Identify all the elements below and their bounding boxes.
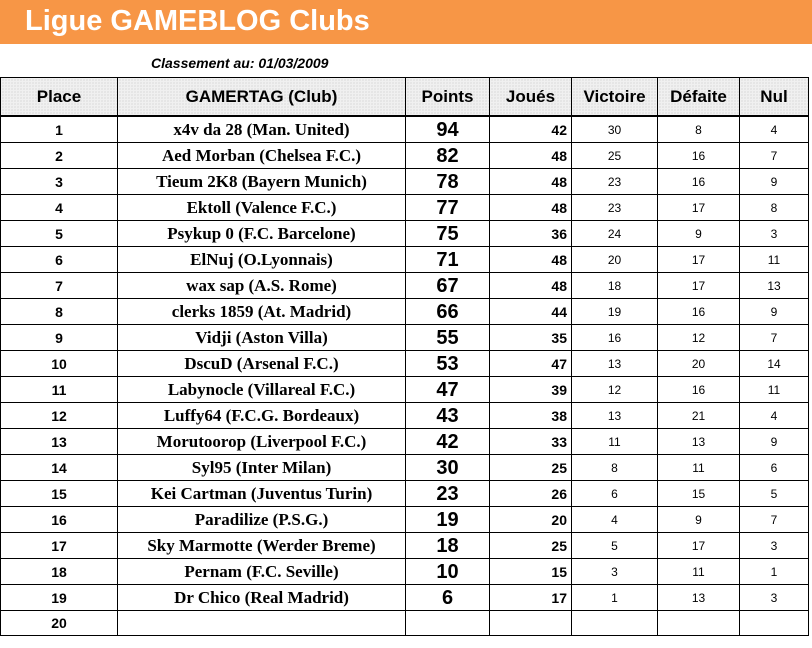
defaite-cell: 16 bbox=[658, 377, 740, 403]
joues-cell: 20 bbox=[490, 507, 572, 533]
points-cell: 19 bbox=[406, 507, 490, 533]
joues-cell: 48 bbox=[490, 169, 572, 195]
gamertag-cell: clerks 1859 (At. Madrid) bbox=[118, 299, 406, 325]
joues-cell: 48 bbox=[490, 273, 572, 299]
title-banner bbox=[0, 0, 812, 44]
nul-cell: 7 bbox=[740, 325, 809, 351]
ranking-date: Classement au: 01/03/2009 bbox=[151, 55, 329, 71]
joues-cell: 17 bbox=[490, 585, 572, 611]
defaite-cell: 16 bbox=[658, 299, 740, 325]
victoire-cell: 11 bbox=[572, 429, 658, 455]
points-cell: 6 bbox=[406, 585, 490, 611]
defaite-cell: 17 bbox=[658, 247, 740, 273]
gamertag-cell: Paradilize (P.S.G.) bbox=[118, 507, 406, 533]
place-cell: 7 bbox=[1, 273, 118, 299]
points-cell: 23 bbox=[406, 481, 490, 507]
gamertag-cell: Morutoorop (Liverpool F.C.) bbox=[118, 429, 406, 455]
joues-cell: 25 bbox=[490, 533, 572, 559]
column-header-points: Points bbox=[406, 78, 490, 117]
gamertag-cell: Tieum 2K8 (Bayern Munich) bbox=[118, 169, 406, 195]
table-row bbox=[1, 273, 809, 299]
defaite-cell: 17 bbox=[658, 195, 740, 221]
table-row bbox=[1, 585, 809, 611]
victoire-cell: 3 bbox=[572, 559, 658, 585]
victoire-cell: 16 bbox=[572, 325, 658, 351]
defaite-cell: 9 bbox=[658, 507, 740, 533]
gamertag-cell: Kei Cartman (Juventus Turin) bbox=[118, 481, 406, 507]
victoire-cell: 24 bbox=[572, 221, 658, 247]
points-cell: 71 bbox=[406, 247, 490, 273]
defaite-cell: 11 bbox=[658, 559, 740, 585]
table-row bbox=[1, 429, 809, 455]
table-row bbox=[1, 455, 809, 481]
place-cell: 8 bbox=[1, 299, 118, 325]
gamertag-cell: Psykup 0 (F.C. Barcelone) bbox=[118, 221, 406, 247]
table-row bbox=[1, 611, 809, 636]
table-row bbox=[1, 169, 809, 195]
nul-cell: 9 bbox=[740, 299, 809, 325]
table-row bbox=[1, 507, 809, 533]
nul-cell: 4 bbox=[740, 403, 809, 429]
joues-cell: 42 bbox=[490, 116, 572, 143]
victoire-cell bbox=[572, 611, 658, 636]
table-row bbox=[1, 221, 809, 247]
joues-cell: 39 bbox=[490, 377, 572, 403]
points-cell: 77 bbox=[406, 195, 490, 221]
points-cell: 75 bbox=[406, 221, 490, 247]
place-cell: 6 bbox=[1, 247, 118, 273]
table-row bbox=[1, 481, 809, 507]
nul-cell bbox=[740, 611, 809, 636]
joues-cell: 33 bbox=[490, 429, 572, 455]
table-row bbox=[1, 377, 809, 403]
place-cell: 14 bbox=[1, 455, 118, 481]
gamertag-cell: Sky Marmotte (Werder Breme) bbox=[118, 533, 406, 559]
defaite-cell: 9 bbox=[658, 221, 740, 247]
joues-cell: 47 bbox=[490, 351, 572, 377]
place-cell: 15 bbox=[1, 481, 118, 507]
joues-cell bbox=[490, 611, 572, 636]
nul-cell: 11 bbox=[740, 247, 809, 273]
gamertag-cell: Vidji (Aston Villa) bbox=[118, 325, 406, 351]
points-cell: 82 bbox=[406, 143, 490, 169]
joues-cell: 38 bbox=[490, 403, 572, 429]
column-header-joues: Joués bbox=[490, 78, 572, 117]
place-cell: 4 bbox=[1, 195, 118, 221]
table-row bbox=[1, 247, 809, 273]
standings-table bbox=[0, 77, 809, 636]
points-cell: 66 bbox=[406, 299, 490, 325]
nul-cell: 3 bbox=[740, 221, 809, 247]
victoire-cell: 8 bbox=[572, 455, 658, 481]
victoire-cell: 23 bbox=[572, 169, 658, 195]
joues-cell: 15 bbox=[490, 559, 572, 585]
joues-cell: 25 bbox=[490, 455, 572, 481]
nul-cell: 14 bbox=[740, 351, 809, 377]
joues-cell: 44 bbox=[490, 299, 572, 325]
standings-body bbox=[1, 116, 809, 636]
place-cell: 9 bbox=[1, 325, 118, 351]
defaite-cell: 16 bbox=[658, 169, 740, 195]
points-cell: 78 bbox=[406, 169, 490, 195]
place-cell: 13 bbox=[1, 429, 118, 455]
place-cell: 3 bbox=[1, 169, 118, 195]
gamertag-cell: wax sap (A.S. Rome) bbox=[118, 273, 406, 299]
table-header-row bbox=[1, 78, 809, 117]
nul-cell: 11 bbox=[740, 377, 809, 403]
table-row bbox=[1, 325, 809, 351]
nul-cell: 5 bbox=[740, 481, 809, 507]
nul-cell: 4 bbox=[740, 116, 809, 143]
nul-cell: 3 bbox=[740, 533, 809, 559]
victoire-cell: 13 bbox=[572, 403, 658, 429]
points-cell: 43 bbox=[406, 403, 490, 429]
place-cell: 20 bbox=[1, 611, 118, 636]
table-row bbox=[1, 533, 809, 559]
victoire-cell: 6 bbox=[572, 481, 658, 507]
column-header-place: Place bbox=[1, 78, 118, 117]
defaite-cell: 13 bbox=[658, 429, 740, 455]
points-cell: 55 bbox=[406, 325, 490, 351]
points-cell bbox=[406, 611, 490, 636]
gamertag-cell: Syl95 (Inter Milan) bbox=[118, 455, 406, 481]
column-header-gamertag: GAMERTAG (Club) bbox=[118, 78, 406, 117]
defaite-cell: 8 bbox=[658, 116, 740, 143]
points-cell: 94 bbox=[406, 116, 490, 143]
nul-cell: 9 bbox=[740, 169, 809, 195]
place-cell: 17 bbox=[1, 533, 118, 559]
place-cell: 12 bbox=[1, 403, 118, 429]
table-row bbox=[1, 403, 809, 429]
table-row bbox=[1, 195, 809, 221]
victoire-cell: 5 bbox=[572, 533, 658, 559]
gamertag-cell: Labynocle (Villareal F.C.) bbox=[118, 377, 406, 403]
defaite-cell: 16 bbox=[658, 143, 740, 169]
page-title: Ligue GAMEBLOG Clubs bbox=[25, 5, 370, 37]
points-cell: 18 bbox=[406, 533, 490, 559]
gamertag-cell: Luffy64 (F.C.G. Bordeaux) bbox=[118, 403, 406, 429]
defaite-cell: 20 bbox=[658, 351, 740, 377]
place-cell: 16 bbox=[1, 507, 118, 533]
place-cell: 5 bbox=[1, 221, 118, 247]
gamertag-cell: Aed Morban (Chelsea F.C.) bbox=[118, 143, 406, 169]
table-row bbox=[1, 559, 809, 585]
gamertag-cell: ElNuj (O.Lyonnais) bbox=[118, 247, 406, 273]
victoire-cell: 4 bbox=[572, 507, 658, 533]
nul-cell: 3 bbox=[740, 585, 809, 611]
victoire-cell: 30 bbox=[572, 116, 658, 143]
points-cell: 47 bbox=[406, 377, 490, 403]
gamertag-cell: DscuD (Arsenal F.C.) bbox=[118, 351, 406, 377]
victoire-cell: 18 bbox=[572, 273, 658, 299]
table-row bbox=[1, 299, 809, 325]
victoire-cell: 20 bbox=[572, 247, 658, 273]
place-cell: 10 bbox=[1, 351, 118, 377]
points-cell: 42 bbox=[406, 429, 490, 455]
defaite-cell: 13 bbox=[658, 585, 740, 611]
place-cell: 19 bbox=[1, 585, 118, 611]
points-cell: 10 bbox=[406, 559, 490, 585]
nul-cell: 7 bbox=[740, 507, 809, 533]
defaite-cell: 17 bbox=[658, 533, 740, 559]
victoire-cell: 12 bbox=[572, 377, 658, 403]
table-row bbox=[1, 143, 809, 169]
gamertag-cell: Dr Chico (Real Madrid) bbox=[118, 585, 406, 611]
victoire-cell: 23 bbox=[572, 195, 658, 221]
place-cell: 11 bbox=[1, 377, 118, 403]
column-header-nul: Nul bbox=[740, 78, 809, 117]
table-row bbox=[1, 351, 809, 377]
nul-cell: 8 bbox=[740, 195, 809, 221]
nul-cell: 1 bbox=[740, 559, 809, 585]
joues-cell: 36 bbox=[490, 221, 572, 247]
defaite-cell: 21 bbox=[658, 403, 740, 429]
nul-cell: 13 bbox=[740, 273, 809, 299]
gamertag-cell: x4v da 28 (Man. United) bbox=[118, 116, 406, 143]
points-cell: 53 bbox=[406, 351, 490, 377]
victoire-cell: 19 bbox=[572, 299, 658, 325]
column-header-defaite: Défaite bbox=[658, 78, 740, 117]
place-cell: 1 bbox=[1, 116, 118, 143]
column-header-victoire: Victoire bbox=[572, 78, 658, 117]
place-cell: 18 bbox=[1, 559, 118, 585]
gamertag-cell: Pernam (F.C. Seville) bbox=[118, 559, 406, 585]
nul-cell: 9 bbox=[740, 429, 809, 455]
joues-cell: 48 bbox=[490, 143, 572, 169]
gamertag-cell bbox=[118, 611, 406, 636]
defaite-cell: 15 bbox=[658, 481, 740, 507]
gamertag-cell: Ektoll (Valence F.C.) bbox=[118, 195, 406, 221]
joues-cell: 48 bbox=[490, 247, 572, 273]
victoire-cell: 25 bbox=[572, 143, 658, 169]
joues-cell: 26 bbox=[490, 481, 572, 507]
points-cell: 30 bbox=[406, 455, 490, 481]
nul-cell: 6 bbox=[740, 455, 809, 481]
defaite-cell: 12 bbox=[658, 325, 740, 351]
table-row bbox=[1, 116, 809, 143]
victoire-cell: 13 bbox=[572, 351, 658, 377]
nul-cell: 7 bbox=[740, 143, 809, 169]
place-cell: 2 bbox=[1, 143, 118, 169]
defaite-cell: 11 bbox=[658, 455, 740, 481]
defaite-cell bbox=[658, 611, 740, 636]
defaite-cell: 17 bbox=[658, 273, 740, 299]
points-cell: 67 bbox=[406, 273, 490, 299]
victoire-cell: 1 bbox=[572, 585, 658, 611]
joues-cell: 35 bbox=[490, 325, 572, 351]
joues-cell: 48 bbox=[490, 195, 572, 221]
